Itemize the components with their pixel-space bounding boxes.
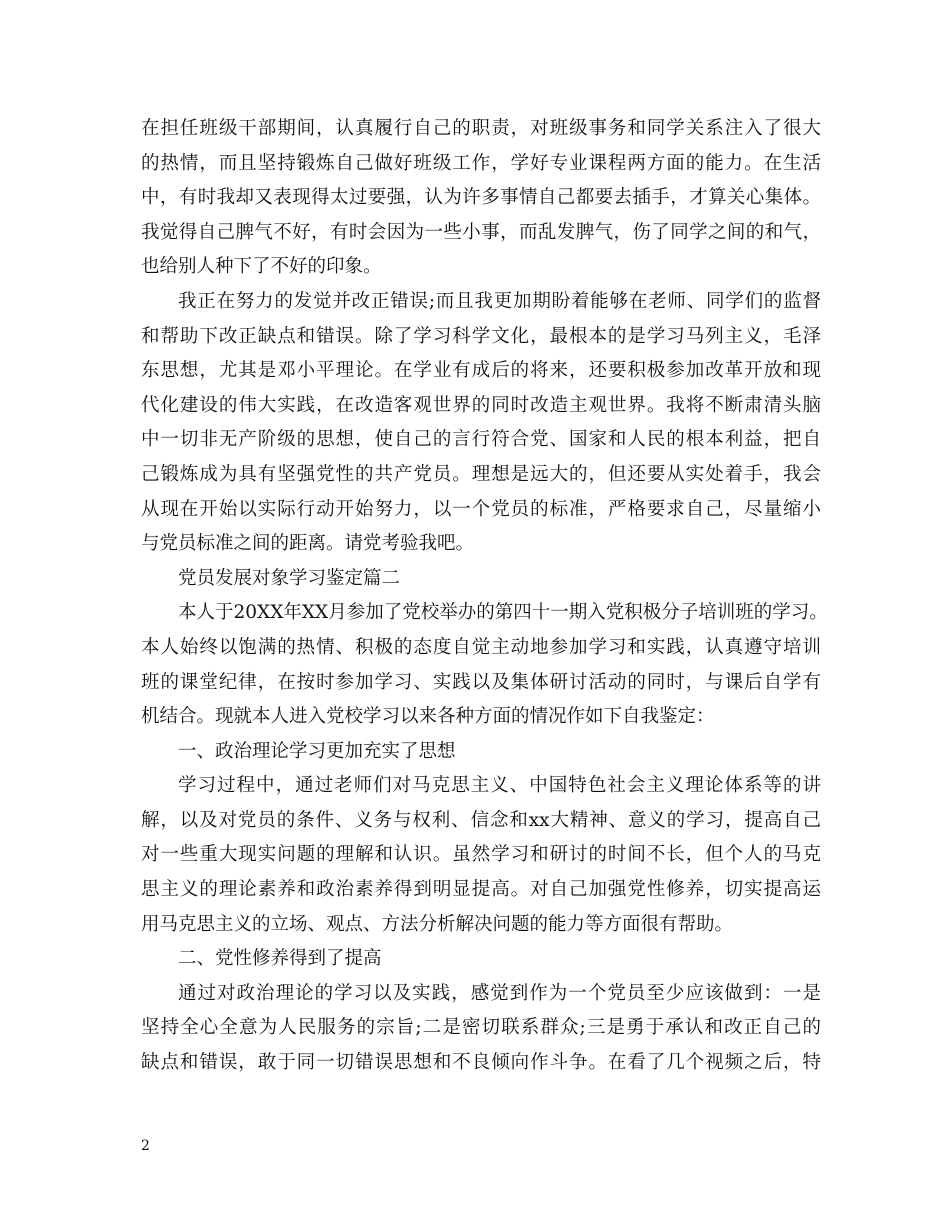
text-line: 本人始终以饱满的热情、积极的态度自觉主动地参加学习和实践，认真遵守培训 [141,636,821,658]
text-line: 机结合。现就本人进入党校学习以来各种方面的情况作如下自我鉴定： [141,706,715,728]
text-line: 的热情，而且坚持锻炼自己做好班级工作，学好专业课程两方面的能力。在生活 [141,152,821,174]
document-body [141,112,828,1081]
text-line: 解，以及对党员的条件、义务与权利、信念和xx大精神、意义的学习，提高自己 [141,809,821,831]
text-line: 在担任班级干部期间，认真履行自己的职责，对班级事务和同学关系注入了很大 [141,118,821,139]
section-heading: 一、政治理论学习更加充实了思想 [178,740,456,762]
text-line: 缺点和错误，敢于同一切错误思想和不良倾向作斗争。在看了几个视频之后，特 [141,1052,821,1074]
text-line: 本人于20XX年XX月参加了党校举办的第四十一期入党积极分子培训班的学习。 [178,602,828,624]
text-line: 和帮助下改正缺点和错误。除了学习科学文化，最根本的是学习马列主义，毛泽 [141,325,821,347]
section-heading: 党员发展对象学习鉴定篇二 [178,567,401,589]
text-line: 代化建设的伟大实践，在改造客观世界的同时改造主观世界。我将不断肃清头脑 [141,394,821,416]
text-line: 用马克思主义的立场、观点、方法分析解决问题的能力等方面很有帮助。 [141,913,734,935]
text-line: 中，有时我却又表现得太过要强，认为许多事情自己都要去插手，才算关心集体。 [141,187,821,209]
text-line: 我觉得自己脾气不好，有时会因为一些小事，而乱发脾气，伤了同学之间的和气， [141,221,821,243]
text-line: 思主义的理论素养和政治素养得到明显提高。对自己加强党性修养，切实提高运 [141,879,821,901]
page-number: 2 [141,1138,150,1154]
text-line: 也给别人种下了不好的印象。 [141,256,382,278]
text-line: 班的课堂纪律，在按时参加学习、实践以及集体研讨活动的同时，与课后自学有 [141,671,821,693]
text-line: 东思想，尤其是邓小平理论。在学业有成后的将来，还要积极参加改革开放和现 [141,360,821,382]
text-line: 中一切非无产阶级的思想，使自己的言行符合党、国家和人民的根本利益，把自 [141,429,821,451]
text-line: 从现在开始以实际行动开始努力，以一个党员的标准，严格要求自己，尽量缩小 [141,498,821,520]
text-line: 我正在努力的发觉并改正错误;而且我更加期盼着能够在老师、同学们的监督 [178,290,821,312]
section-heading: 二、党性修养得到了提高 [178,948,382,970]
text-line: 通过对政治理论的学习以及实践，感觉到作为一个党员至少应该做到：一是 [178,982,821,1004]
text-line: 与党员标准之间的距离。请党考验我吧。 [141,533,475,555]
text-line: 学习过程中，通过老师们对马克思主义、中国特色社会主义理论体系等的讲 [178,775,821,797]
text-line: 己锻炼成为具有坚强党性的共产党员。理想是远大的，但还要从实处着手，我会 [141,463,821,485]
text-line: 坚持全心全意为人民服务的宗旨;二是密切联系群众;三是勇于承认和改正自己的 [141,1017,821,1039]
text-line: 对一些重大现实问题的理解和认识。虽然学习和研讨的时间不长，但个人的马克 [141,844,821,866]
